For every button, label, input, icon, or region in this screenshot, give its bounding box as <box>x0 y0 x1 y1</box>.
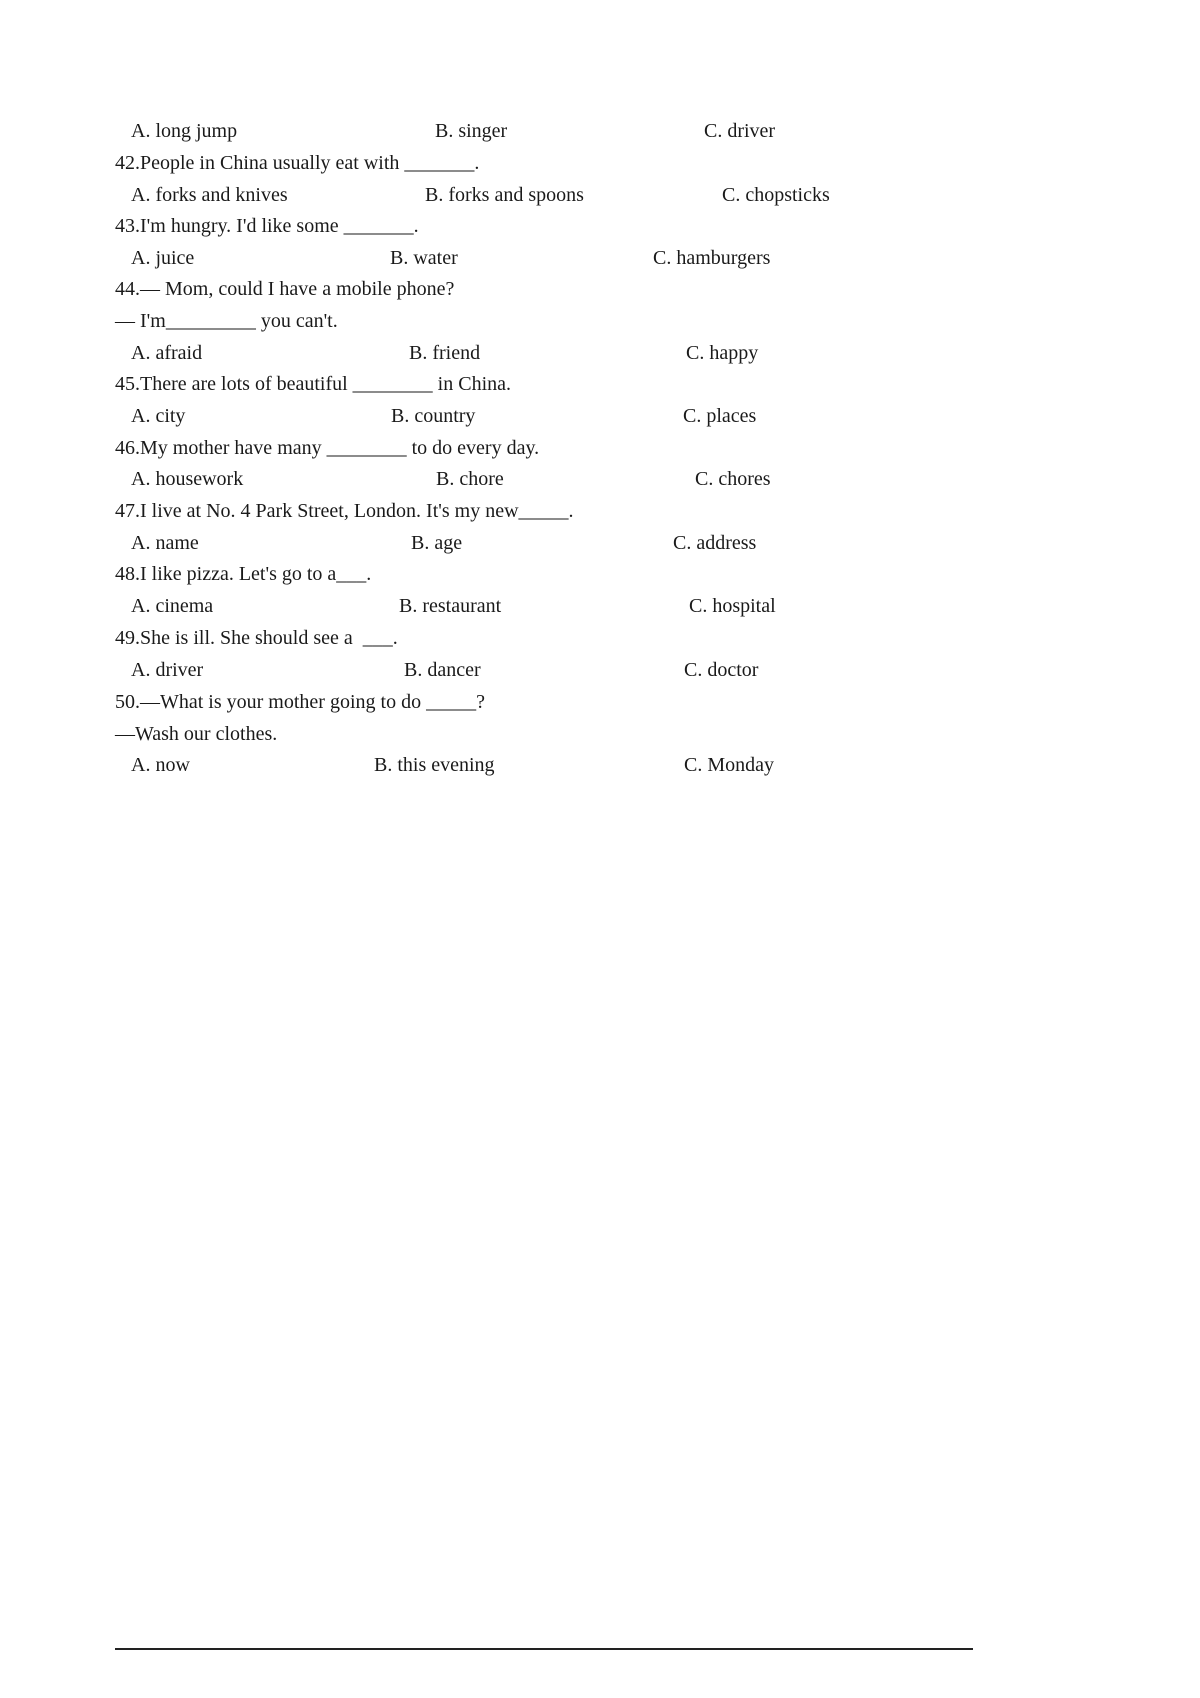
q47-option-b: B. age <box>411 532 463 554</box>
q46-option-b: B. chore <box>436 468 504 490</box>
q49-option-a: A. driver <box>131 659 204 681</box>
q44-stem: 44.— Mom, could I have a mobile phone? <box>115 278 455 300</box>
q42-stem: 42.People in China usually eat with _______. <box>115 152 480 174</box>
q43-option-a: A. juice <box>131 247 195 269</box>
q47-stem: 47.I live at No. 4 Park Street, London. It's my new_____. <box>115 500 574 522</box>
q45-stem: 45.There are lots of beautiful ________ in China. <box>115 373 512 395</box>
q44-option-b: B. friend <box>409 342 481 364</box>
q43-option-c: C. hamburgers <box>653 247 771 269</box>
q43-stem: 43.I'm hungry. I'd like some _______. <box>115 215 419 237</box>
q41-option-c: C. driver <box>704 120 776 142</box>
q42-option-c: C. chopsticks <box>722 184 830 206</box>
q47-option-a: A. name <box>131 532 199 554</box>
q42-option-a: A. forks and knives <box>131 184 288 206</box>
footer-divider <box>115 1648 973 1650</box>
q49-option-b: B. dancer <box>404 659 481 681</box>
q49-stem: 49.She is ill. She should see a ___. <box>115 627 398 649</box>
q50-stem: 50.—What is your mother going to do _____? <box>115 691 485 713</box>
q47-option-c: C. address <box>673 532 757 554</box>
q46-stem: 46.My mother have many ________ to do every day. <box>115 437 540 459</box>
q41-option-a: A. long jump <box>131 120 238 142</box>
q49-option-c: C. doctor <box>684 659 759 681</box>
q45-option-c: C. places <box>683 405 757 427</box>
q48-option-a: A. cinema <box>131 595 214 617</box>
q46-option-c: C. chores <box>695 468 771 490</box>
q50-option-a: A. now <box>131 754 190 776</box>
q44-option-a: A. afraid <box>131 342 203 364</box>
q44-reply: — I'm_________ you can't. <box>115 310 338 332</box>
q44-option-c: C. happy <box>686 342 759 364</box>
q45-option-a: A. city <box>131 405 186 427</box>
q42-option-b: B. forks and spoons <box>425 184 584 206</box>
q48-option-c: C. hospital <box>689 595 776 617</box>
q41-option-b: B. singer <box>435 120 508 142</box>
q50-option-c: C. Monday <box>684 754 774 776</box>
q50-reply: —Wash our clothes. <box>115 723 278 745</box>
q50-option-b: B. this evening <box>374 754 495 776</box>
q45-option-b: B. country <box>391 405 476 427</box>
q48-option-b: B. restaurant <box>399 595 502 617</box>
q48-stem: 48.I like pizza. Let's go to a___. <box>115 563 372 585</box>
q46-option-a: A. housework <box>131 468 244 490</box>
q43-option-b: B. water <box>390 247 458 269</box>
